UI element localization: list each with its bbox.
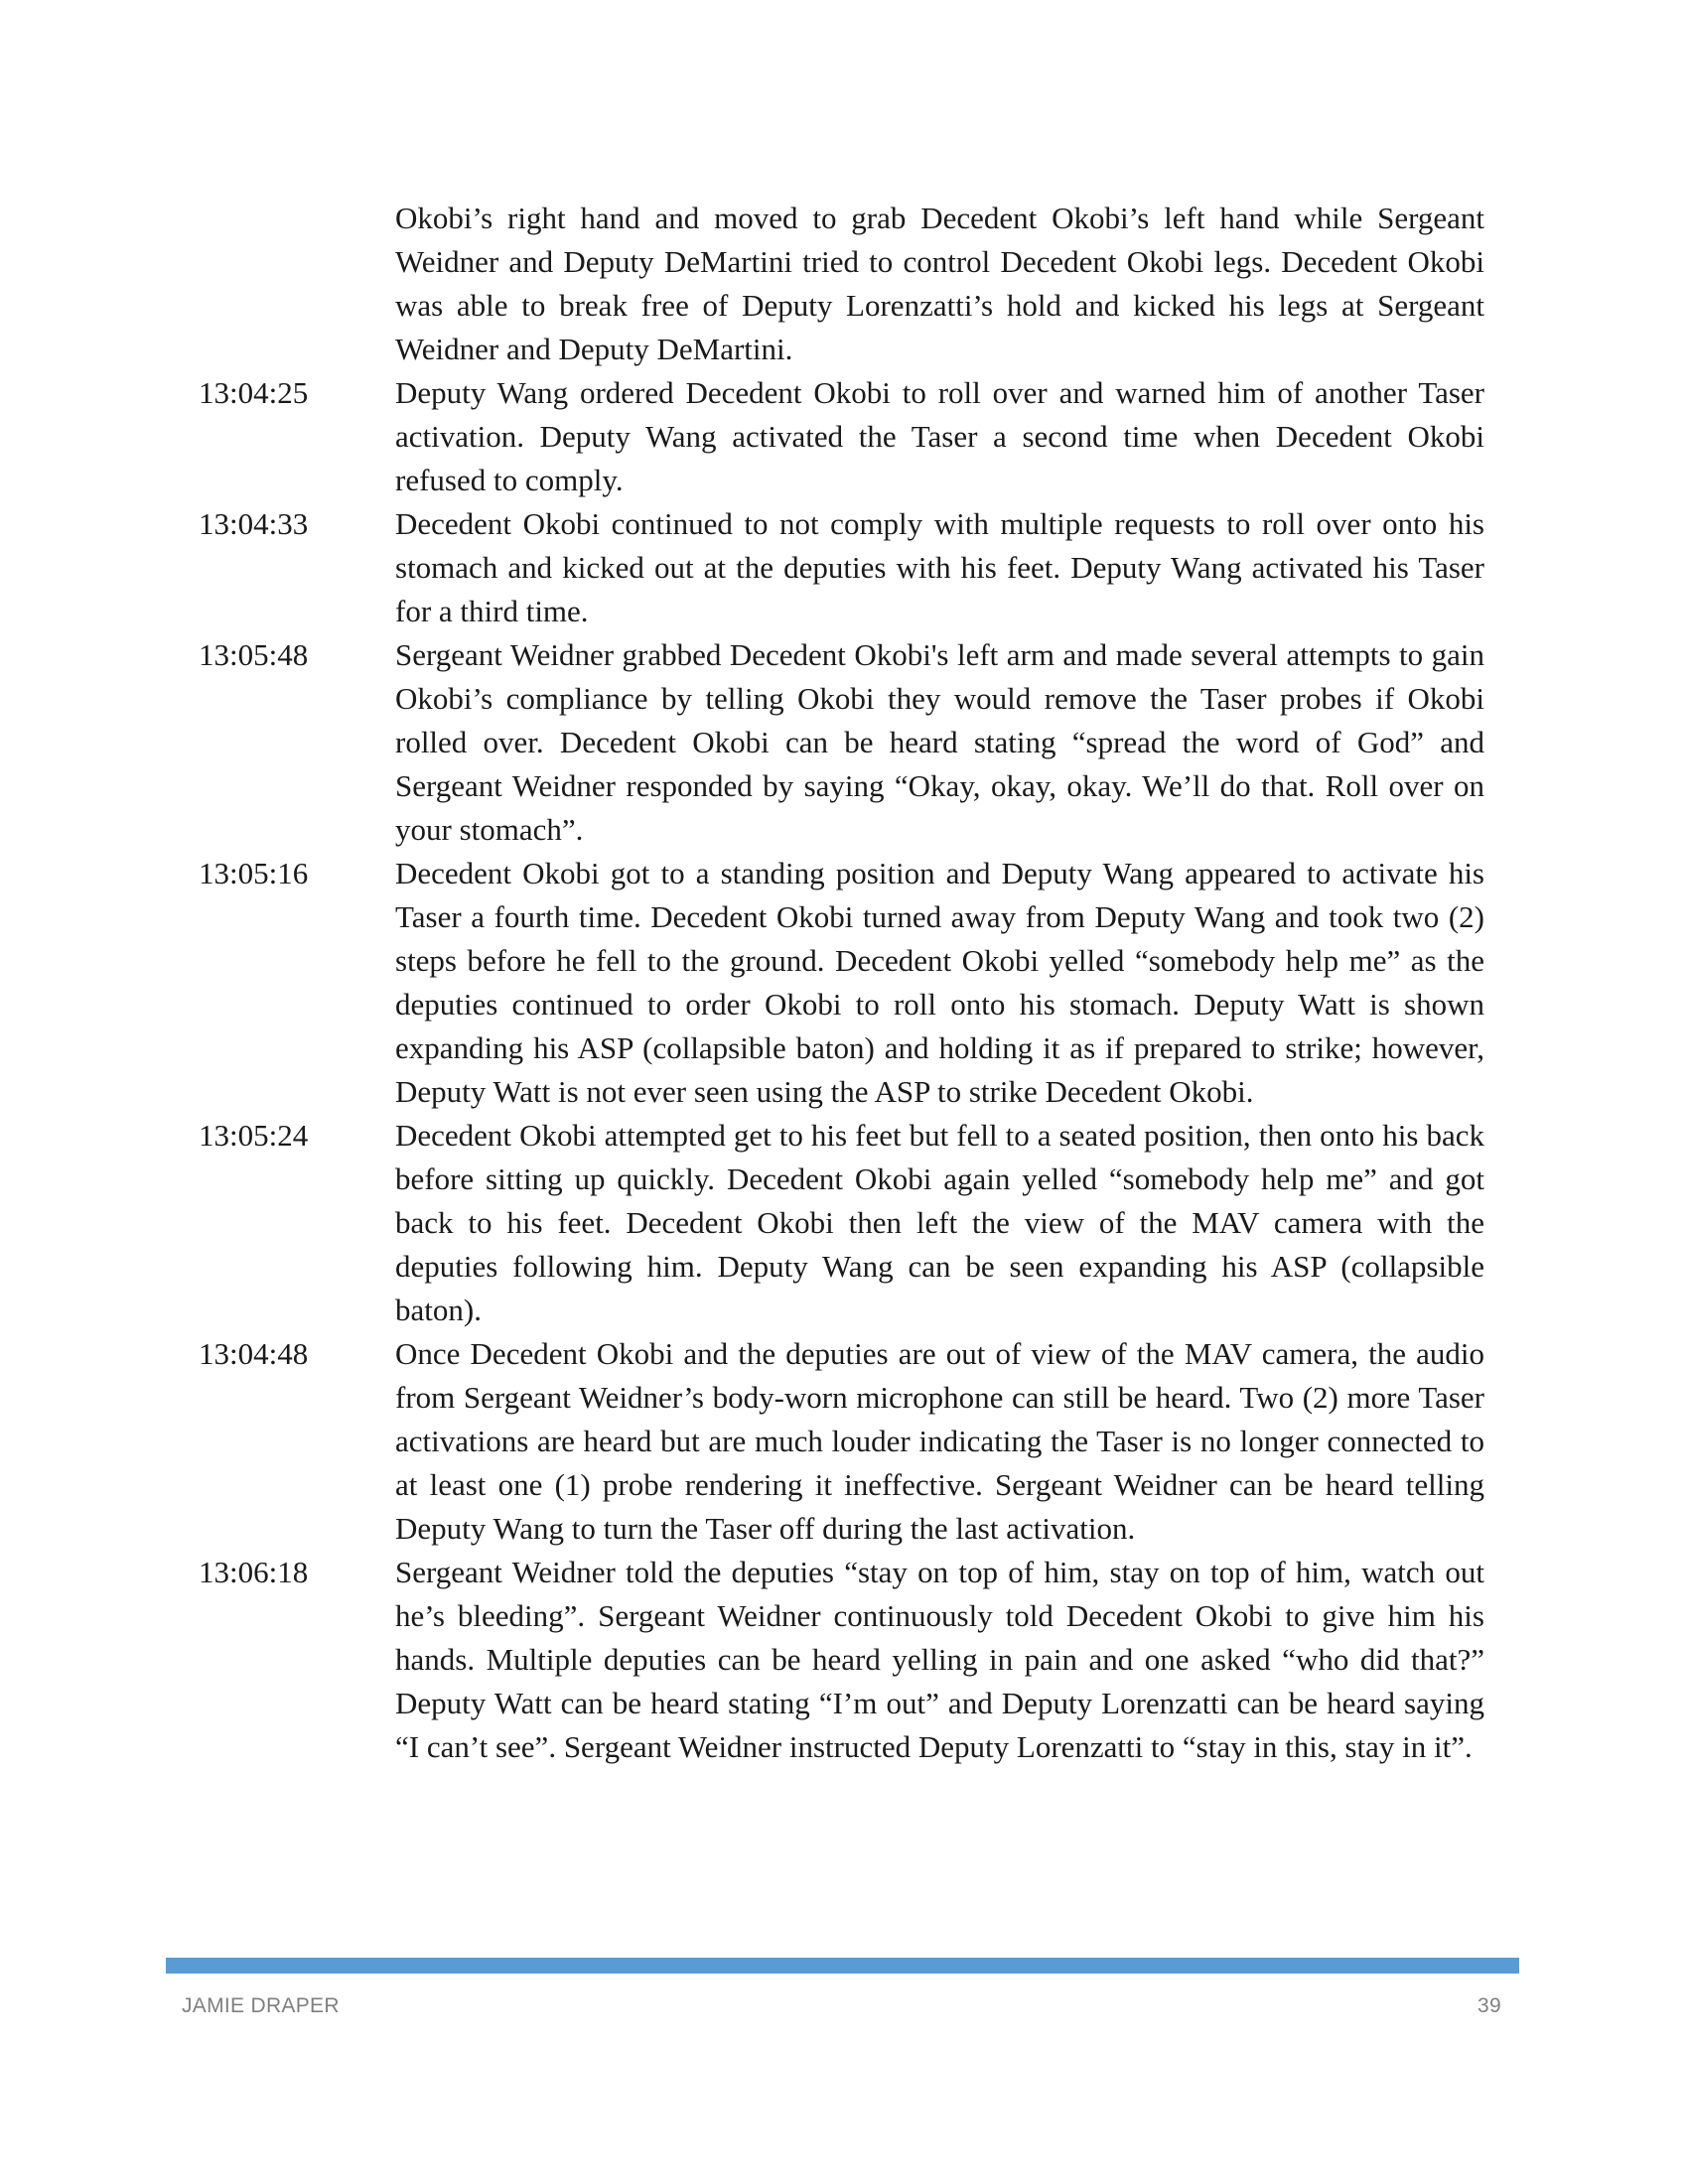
entry-timestamp: 13:06:18 bbox=[199, 1555, 309, 1589]
timeline-entry bbox=[199, 633, 1489, 852]
entry-text: Decedent Okobi attempted get to his feet but fell to a seated position, then onto his back before sitting up quickly. Decedent Okobi again yelled “somebody help me” and got back to his feet. Decedent Okobi then left the view of the MAV camera with the deputies following him. Deputy Wang can be seen expanding his ASP (collapsible baton). bbox=[395, 1118, 1484, 1327]
entry-text: Decedent Okobi got to a standing position and Deputy Wang appeared to activate his Taser a fourth time. Decedent Okobi turned away from Deputy Wang and took two (2) steps before he fell to the ground. Decedent Okobi yelled “somebody help me” as the deputies continued to order Okobi to roll onto his stomach. Deputy Watt is shown expanding his ASP (collapsible baton) and holding it as if prepared to strike; however, Deputy Watt is not ever seen using the ASP to strike Decedent Okobi. bbox=[395, 856, 1484, 1109]
timeline-entries bbox=[199, 197, 1489, 1769]
timeline-entry bbox=[199, 1551, 1489, 1769]
entry-text: Sergeant Weidner grabbed Decedent Okobi's left arm and made several attempts to gain Okobi’s compliance by telling Okobi they would remove the Taser probes if Okobi rolled over. Decedent Okobi can be heard stating “spread the word of God” and Sergeant Weidner responded by saying “Okay, okay, okay. We’ll do that. Roll over on your stomach”. bbox=[395, 637, 1484, 847]
entry-timestamp bbox=[199, 197, 395, 371]
entry-text: Decedent Okobi continued to not comply with multiple requests to roll over onto his stomach and kicked out at the deputies with his feet. Deputy Wang activated his Taser for a third time. bbox=[395, 506, 1484, 628]
entry-timestamp: 13:04:25 bbox=[199, 375, 309, 410]
footer-page-number: 39 bbox=[1477, 1994, 1501, 2017]
timeline-entry bbox=[199, 371, 1489, 502]
entry-text: Once Decedent Okobi and the deputies are out of view of the MAV camera, the audio from Sergeant Weidner’s body-worn microphone can still be heard. Two (2) more Taser activations are heard but are much louder indicating the Taser is no longer connected to at least one (1) probe rendering it ineffective. Sergeant Weidner can be heard telling Deputy Wang to turn the Taser off during the last activation. bbox=[395, 1336, 1484, 1546]
timeline-entry bbox=[199, 1332, 1489, 1551]
timeline-entry bbox=[199, 502, 1489, 633]
entry-timestamp: 13:04:33 bbox=[199, 506, 309, 541]
footer-rule bbox=[166, 1958, 1519, 1974]
entry-text: Sergeant Weidner told the deputies “stay on top of him, stay on top of him, watch out he’s bleeding”. Sergeant Weidner continuously told Decedent Okobi to give him his hands. Multiple deputies can be heard yelling in pain and one asked “who did that?” Deputy Watt can be heard stating “I’m out” and Deputy Lorenzatti can be heard saying “I can’t see”. Sergeant Weidner instructed Deputy Lorenzatti to “stay in this, stay in it”. bbox=[395, 1555, 1484, 1764]
entry-timestamp: 13:04:48 bbox=[199, 1336, 309, 1371]
entry-text: Okobi’s right hand and moved to grab Decedent Okobi’s left hand while Sergeant Weidner and Deputy DeMartini tried to control Decedent Okobi legs. Decedent Okobi was able to break free of Deputy Lorenzatti’s hold and kicked his legs at Sergeant Weidner and Deputy DeMartini. bbox=[395, 201, 1484, 366]
entry-timestamp: 13:05:48 bbox=[199, 637, 309, 672]
footer-author: JAMIE DRAPER bbox=[182, 1994, 340, 2017]
timeline-entry bbox=[199, 197, 1489, 371]
timeline-entry bbox=[199, 852, 1489, 1114]
entry-timestamp: 13:05:24 bbox=[199, 1118, 309, 1153]
timeline-entry bbox=[199, 1114, 1489, 1332]
entry-timestamp: 13:05:16 bbox=[199, 856, 309, 890]
entry-text: Deputy Wang ordered Decedent Okobi to roll over and warned him of another Taser activation. Deputy Wang activated the Taser a second time when Decedent Okobi refused to comply. bbox=[395, 375, 1484, 497]
